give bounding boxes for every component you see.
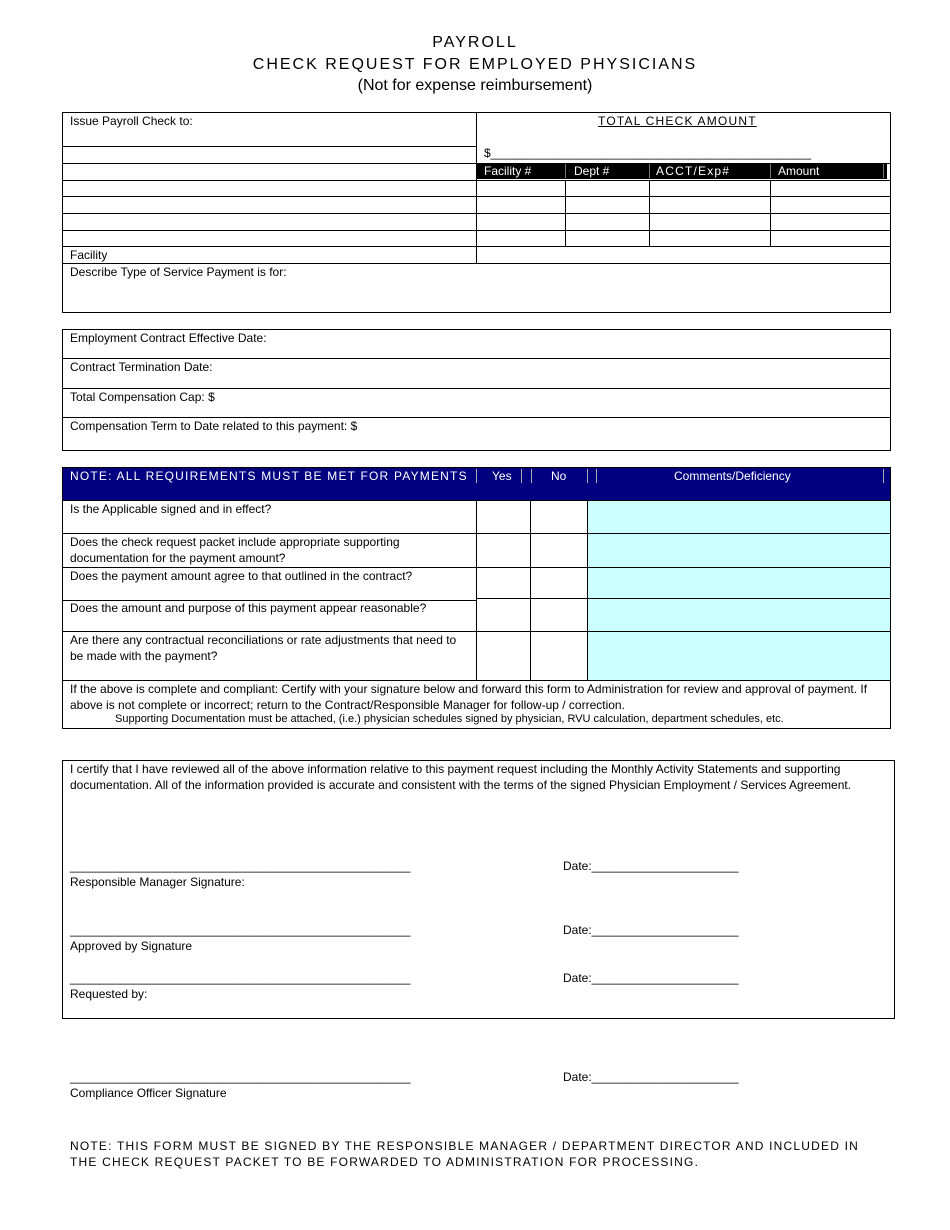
approved-signature-label: Approved by Signature	[70, 939, 193, 953]
form-subtitle: (Not for expense reimbursement)	[357, 77, 593, 94]
manager-date-field[interactable]: Date:______________________	[563, 859, 739, 873]
total-check-amount-label: TOTAL CHECK AMOUNT	[598, 114, 757, 128]
question-4: Does the amount and purpose of this payment appear reasonable?	[70, 601, 427, 615]
compliance-signature-line[interactable]: ___________________________________________________	[70, 1070, 411, 1084]
compensation-term-label: Compensation Term to Date related to this payment: $	[70, 419, 358, 433]
col-yes: Yes	[492, 469, 512, 483]
col-amount: Amount	[778, 164, 820, 178]
approved-date-field[interactable]: Date:______________________	[563, 923, 739, 937]
total-check-amount-field[interactable]: $________________________________________________	[484, 146, 812, 160]
question-3: Does the payment amount agree to that outlined in the contract?	[70, 569, 413, 583]
contract-effective-date-label: Employment Contract Effective Date:	[70, 331, 267, 345]
col-acct: ACCT/Exp#	[656, 164, 731, 178]
comments-area[interactable]	[588, 500, 890, 680]
question-1: Is the Applicable signed and in effect?	[70, 502, 272, 516]
footer-note: NOTE: THIS FORM MUST BE SIGNED BY THE RESPONSIBLE MANAGER / DEPARTMENT DIRECTOR AND INCLUDED IN THE CHECK REQUEST PACKET TO BE FORWARDED TO ADMINISTRATION FOR PROCESSING.	[70, 1139, 860, 1169]
compliance-instructions: If the above is complete and compliant: Certify with your signature below and forward this form to Administration for review and approval of payment. If above is not complete or incorrect; return to the Contract/Responsible Manager for follow-up / correction.	[70, 682, 868, 712]
form-title: CHECK REQUEST FOR EMPLOYED PHYSICIANS	[252, 56, 698, 73]
col-facility: Facility #	[484, 164, 532, 178]
manager-signature-line[interactable]: ___________________________________________________	[70, 859, 411, 873]
form-title-payroll: PAYROLL	[432, 34, 518, 51]
compliance-officer-label: Compliance Officer Signature	[70, 1086, 227, 1100]
question-2: Does the check request packet include appropriate supporting documentation for the payment amount?	[70, 535, 400, 565]
supporting-documentation-note: Supporting Documentation must be attached, (i.e.) physician schedules signed by physician, RVU calculation, department schedules, etc.	[115, 713, 784, 725]
compliance-date-field[interactable]: Date:______________________	[563, 1070, 739, 1084]
certification-statement: I certify that I have reviewed all of the above information relative to this payment request including the Monthly Activity Statements and supporting documentation. All of the information provided is accurate and consistent with the terms of the signed Physician Employment / Services Agreement.	[70, 762, 852, 792]
describe-service-label: Describe Type of Service Payment is for:	[70, 265, 287, 279]
compensation-cap-label: Total Compensation Cap: $	[70, 390, 215, 404]
requested-signature-line[interactable]: ___________________________________________________	[70, 971, 411, 985]
requirements-note: NOTE: ALL REQUIREMENTS MUST BE MET FOR PAYMENTS	[70, 469, 468, 483]
col-dept: Dept #	[574, 164, 610, 178]
requested-date-field[interactable]: Date:______________________	[563, 971, 739, 985]
question-5: Are there any contractual reconciliations or rate adjustments that need to be made with the payment?	[70, 633, 457, 663]
facility-label: Facility	[70, 248, 108, 262]
col-no: No	[551, 469, 567, 483]
requested-by-label: Requested by:	[70, 987, 148, 1001]
issue-check-to-label: Issue Payroll Check to:	[70, 114, 193, 128]
contract-termination-date-label: Contract Termination Date:	[70, 360, 213, 374]
col-comments: Comments/Deficiency	[674, 469, 791, 483]
approved-signature-line[interactable]: ___________________________________________________	[70, 923, 411, 937]
manager-signature-label: Responsible Manager Signature:	[70, 875, 245, 889]
